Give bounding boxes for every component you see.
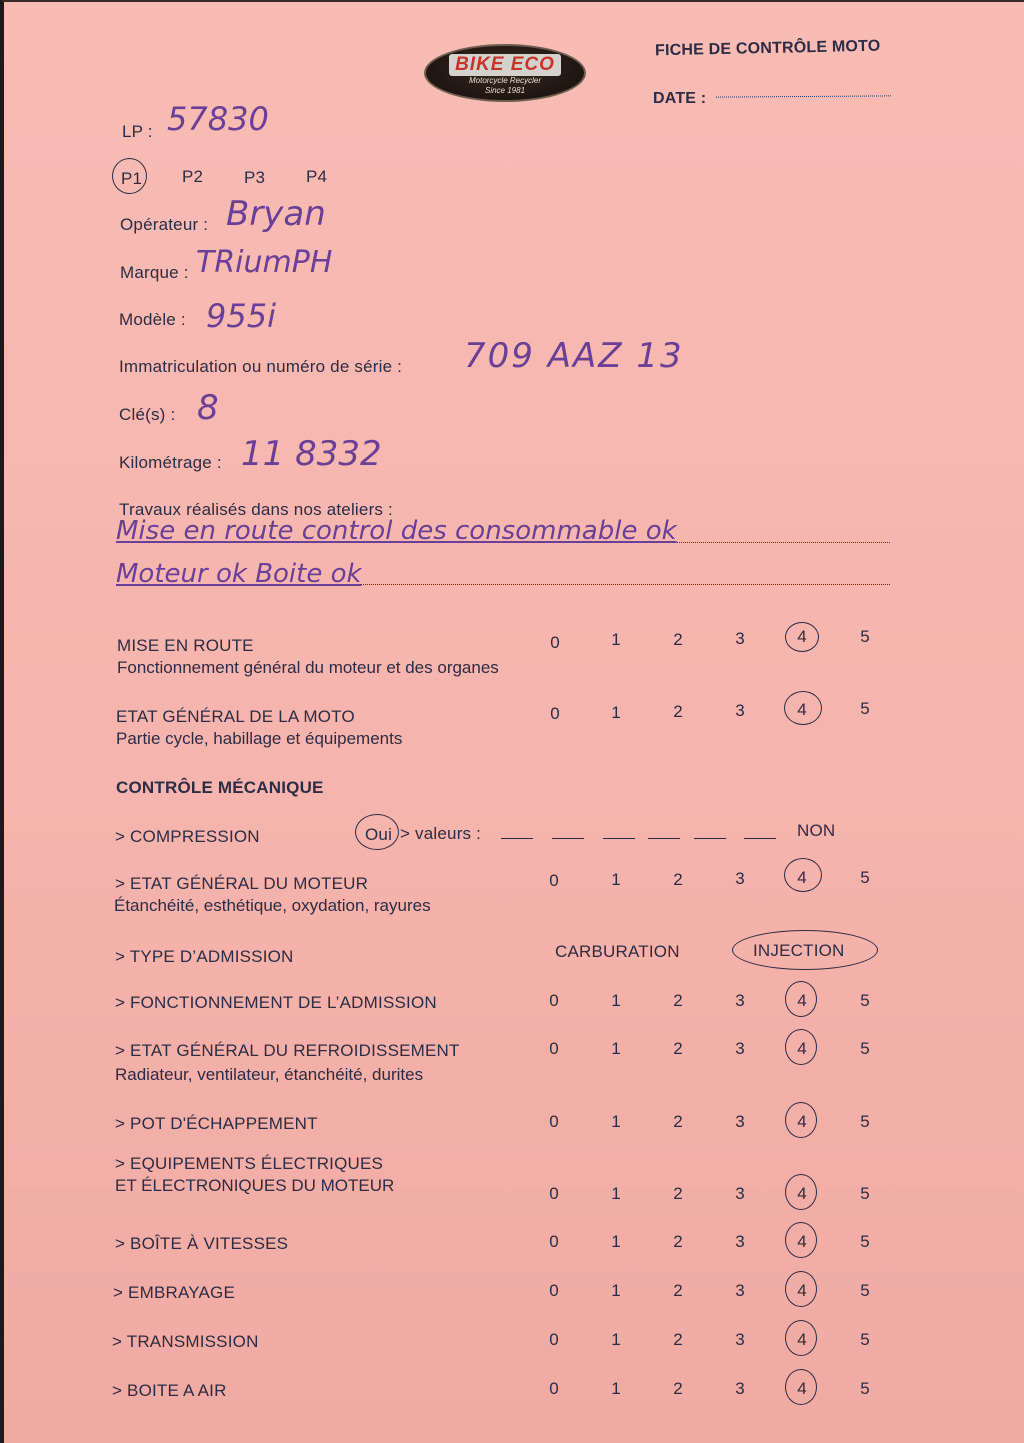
rating-option[interactable]: 1 bbox=[611, 703, 621, 722]
selected-score-circle bbox=[785, 1174, 817, 1210]
selected-score-circle bbox=[785, 981, 817, 1017]
compression-value-3[interactable] bbox=[603, 838, 635, 839]
compression-value-5[interactable] bbox=[694, 838, 726, 839]
rating-option[interactable]: 4 bbox=[797, 991, 807, 1010]
rating-option[interactable]: 2 bbox=[673, 1330, 683, 1349]
rating-option[interactable]: 1 bbox=[611, 1330, 621, 1349]
startup-subtitle: Fonctionnement général du moteur et des organes bbox=[117, 658, 499, 677]
compression-value-1[interactable] bbox=[501, 838, 533, 839]
rating-option[interactable]: 2 bbox=[673, 1112, 683, 1131]
rating-option[interactable]: 3 bbox=[735, 1184, 745, 1203]
rating-option[interactable]: 2 bbox=[673, 1379, 683, 1398]
selected-score-circle bbox=[785, 622, 819, 652]
rating-option[interactable]: 4 bbox=[797, 1330, 807, 1349]
rating-option[interactable]: 0 bbox=[549, 1281, 559, 1300]
selected-score-circle bbox=[785, 1029, 817, 1065]
keys-value[interactable]: 8 bbox=[197, 388, 219, 428]
rating-option[interactable]: 0 bbox=[550, 633, 560, 652]
rating-option[interactable]: 0 bbox=[549, 1039, 559, 1058]
work-text-2[interactable]: Moteur ok Boite ok bbox=[116, 559, 362, 589]
intake-injection[interactable]: INJECTION bbox=[753, 941, 845, 960]
bike-eco-logo bbox=[424, 44, 586, 102]
intake-type-label: > TYPE D’ADMISSION bbox=[115, 947, 294, 966]
logo-since: Since 1981 bbox=[484, 86, 526, 95]
item-title: > FONCTIONNEMENT DE L’ADMISSION bbox=[115, 993, 437, 1012]
rating-option[interactable]: 5 bbox=[860, 1232, 870, 1251]
compression-label: > COMPRESSION bbox=[115, 827, 260, 846]
rating-option[interactable]: 2 bbox=[673, 1281, 683, 1300]
work-text-1[interactable]: Mise en route control des consommable ok bbox=[116, 516, 677, 546]
rating-option[interactable]: 2 bbox=[673, 1184, 683, 1203]
rating-option[interactable]: 0 bbox=[549, 1184, 559, 1203]
compression-selected-circle bbox=[355, 814, 399, 850]
rating-option[interactable]: 3 bbox=[735, 629, 745, 648]
rating-option[interactable]: 5 bbox=[860, 1112, 870, 1131]
rating-option[interactable]: 5 bbox=[860, 1330, 870, 1349]
rating-option[interactable]: 0 bbox=[549, 1232, 559, 1251]
rating-option[interactable]: 5 bbox=[860, 1281, 870, 1300]
rating-option[interactable]: 0 bbox=[549, 1112, 559, 1131]
rating-option[interactable]: 4 bbox=[797, 1039, 807, 1058]
rating-option[interactable]: 3 bbox=[735, 1112, 745, 1131]
mileage-value[interactable]: 11 8332 bbox=[241, 434, 382, 474]
rating-option[interactable]: 3 bbox=[735, 1330, 745, 1349]
engine-subtitle: Étanchéité, esthétique, oxydation, rayures bbox=[114, 896, 431, 915]
rating-option[interactable]: 5 bbox=[860, 699, 870, 718]
rating-option[interactable]: 5 bbox=[860, 627, 870, 646]
rating-option[interactable]: 0 bbox=[549, 1379, 559, 1398]
registration-value[interactable]: 709 AAZ 13 bbox=[464, 336, 684, 376]
selected-score-circle bbox=[785, 1102, 817, 1138]
mechanical-heading: CONTRÔLE MÉCANIQUE bbox=[116, 778, 324, 797]
rating-option[interactable]: 5 bbox=[860, 1039, 870, 1058]
rating-option[interactable]: 3 bbox=[735, 991, 745, 1010]
item-title: > BOITE A AIR bbox=[112, 1381, 227, 1400]
rating-option[interactable]: 2 bbox=[673, 1039, 683, 1058]
selected-score-circle bbox=[785, 1320, 817, 1356]
rating-option[interactable]: 2 bbox=[673, 1232, 683, 1251]
model-value[interactable]: 955i bbox=[206, 297, 276, 335]
rating-option[interactable]: 4 bbox=[797, 1232, 807, 1251]
rating-option[interactable]: 4 bbox=[797, 1112, 807, 1131]
rating-option[interactable]: 1 bbox=[611, 1184, 621, 1203]
rating-option[interactable]: 3 bbox=[735, 1039, 745, 1058]
bike-condition-subtitle: Partie cycle, habillage et équipements bbox=[116, 729, 403, 748]
rating-option[interactable]: 4 bbox=[797, 627, 807, 646]
mileage-label: Kilométrage : bbox=[119, 453, 222, 472]
item-subtitle: Radiateur, ventilateur, étanchéité, durites bbox=[115, 1065, 424, 1084]
rating-option[interactable]: 2 bbox=[673, 702, 683, 721]
selected-score-circle bbox=[785, 1271, 817, 1307]
rating-option[interactable]: 5 bbox=[860, 991, 870, 1010]
position-p1[interactable]: P1 bbox=[121, 169, 143, 188]
startup-title: MISE EN ROUTE bbox=[117, 636, 254, 655]
date-field[interactable] bbox=[716, 95, 891, 97]
rating-option[interactable]: 4 bbox=[797, 1281, 807, 1300]
rating-option[interactable]: 5 bbox=[860, 868, 870, 887]
compression-value-2[interactable] bbox=[552, 838, 584, 839]
rating-option[interactable]: 0 bbox=[549, 991, 559, 1010]
rating-option[interactable]: 3 bbox=[735, 1379, 745, 1398]
position-p4[interactable]: P4 bbox=[306, 167, 328, 186]
lp-value[interactable]: 57830 bbox=[167, 100, 269, 138]
rating-option[interactable]: 0 bbox=[549, 1330, 559, 1349]
rating-option[interactable]: 3 bbox=[735, 701, 745, 720]
bike-condition-title: ETAT GÉNÉRAL DE LA MOTO bbox=[116, 707, 355, 726]
item-title: > BOÎTE À VITESSES bbox=[115, 1234, 289, 1253]
item-title: > POT D'ÉCHAPPEMENT bbox=[115, 1114, 318, 1133]
position-selected-circle bbox=[112, 158, 147, 194]
engine-title: > ETAT GÉNÉRAL DU MOTEUR bbox=[115, 874, 369, 893]
selected-score-circle bbox=[785, 1369, 817, 1405]
rating-option[interactable]: 1 bbox=[611, 1232, 621, 1251]
compression-yes[interactable]: Oui bbox=[365, 825, 393, 844]
item-title: > ETAT GÉNÉRAL DU REFROIDISSEMENT bbox=[115, 1041, 460, 1060]
rating-option[interactable]: 1 bbox=[611, 991, 621, 1010]
form-title: FICHE DE CONTRÔLE MOTO bbox=[654, 37, 881, 60]
rating-option[interactable]: 1 bbox=[611, 1112, 621, 1131]
selected-score-circle bbox=[784, 691, 822, 725]
rating-option[interactable]: 1 bbox=[611, 630, 621, 649]
rating-option[interactable]: 1 bbox=[611, 1379, 621, 1398]
item-title: > EQUIPEMENTS ÉLECTRIQUES bbox=[115, 1154, 384, 1173]
position-p2[interactable]: P2 bbox=[182, 167, 204, 186]
date-label: DATE : bbox=[653, 90, 707, 107]
rating-option[interactable]: 2 bbox=[673, 991, 683, 1010]
intake-selected-circle bbox=[732, 930, 878, 970]
rating-option[interactable]: 4 bbox=[797, 700, 807, 719]
intake-carburation[interactable]: CARBURATION bbox=[555, 942, 680, 961]
logo-brand: BIKE ECO bbox=[449, 54, 561, 76]
brand-label: Marque : bbox=[120, 263, 189, 282]
rating-option[interactable]: 1 bbox=[611, 870, 621, 889]
rating-option[interactable]: 3 bbox=[735, 1232, 745, 1251]
rating-option[interactable]: 2 bbox=[673, 630, 683, 649]
keys-label: Clé(s) : bbox=[119, 405, 176, 424]
rating-option[interactable]: 0 bbox=[550, 704, 560, 723]
compression-values-label: > valeurs : bbox=[400, 824, 482, 843]
lp-label: LP : bbox=[122, 122, 153, 141]
rating-option[interactable]: 2 bbox=[673, 870, 683, 889]
compression-no[interactable]: NON bbox=[797, 821, 836, 840]
work-label: Travaux réalisés dans nos ateliers : bbox=[119, 500, 393, 519]
item-title: > EMBRAYAGE bbox=[113, 1283, 236, 1302]
operator-label: Opérateur : bbox=[120, 215, 209, 234]
item-title: > TRANSMISSION bbox=[112, 1332, 259, 1351]
compression-value-4[interactable] bbox=[648, 838, 680, 839]
rating-option[interactable]: 5 bbox=[860, 1379, 870, 1398]
rating-option[interactable]: 3 bbox=[735, 1281, 745, 1300]
rating-option[interactable]: 1 bbox=[611, 1281, 621, 1300]
selected-score-circle bbox=[785, 1222, 817, 1258]
logo-tagline: Motorcycle Recycler bbox=[468, 76, 541, 85]
operator-value[interactable]: Bryan bbox=[226, 194, 326, 234]
rating-option[interactable]: 1 bbox=[611, 1039, 621, 1058]
model-label: Modèle : bbox=[119, 310, 186, 329]
position-p3[interactable]: P3 bbox=[244, 168, 266, 187]
brand-value[interactable]: TRiumPH bbox=[196, 245, 333, 280]
compression-value-6[interactable] bbox=[744, 838, 776, 839]
rating-option[interactable]: 3 bbox=[735, 869, 745, 888]
selected-score-circle bbox=[784, 858, 822, 892]
rating-option[interactable]: 5 bbox=[860, 1184, 870, 1203]
rating-option[interactable]: 0 bbox=[549, 871, 559, 890]
item-subtitle: ET ÉLECTRONIQUES DU MOTEUR bbox=[115, 1176, 395, 1195]
registration-label: Immatriculation ou numéro de série : bbox=[119, 357, 403, 376]
rating-option[interactable]: 4 bbox=[797, 1184, 807, 1203]
rating-option[interactable]: 4 bbox=[797, 868, 807, 887]
rating-option[interactable]: 4 bbox=[797, 1379, 807, 1398]
